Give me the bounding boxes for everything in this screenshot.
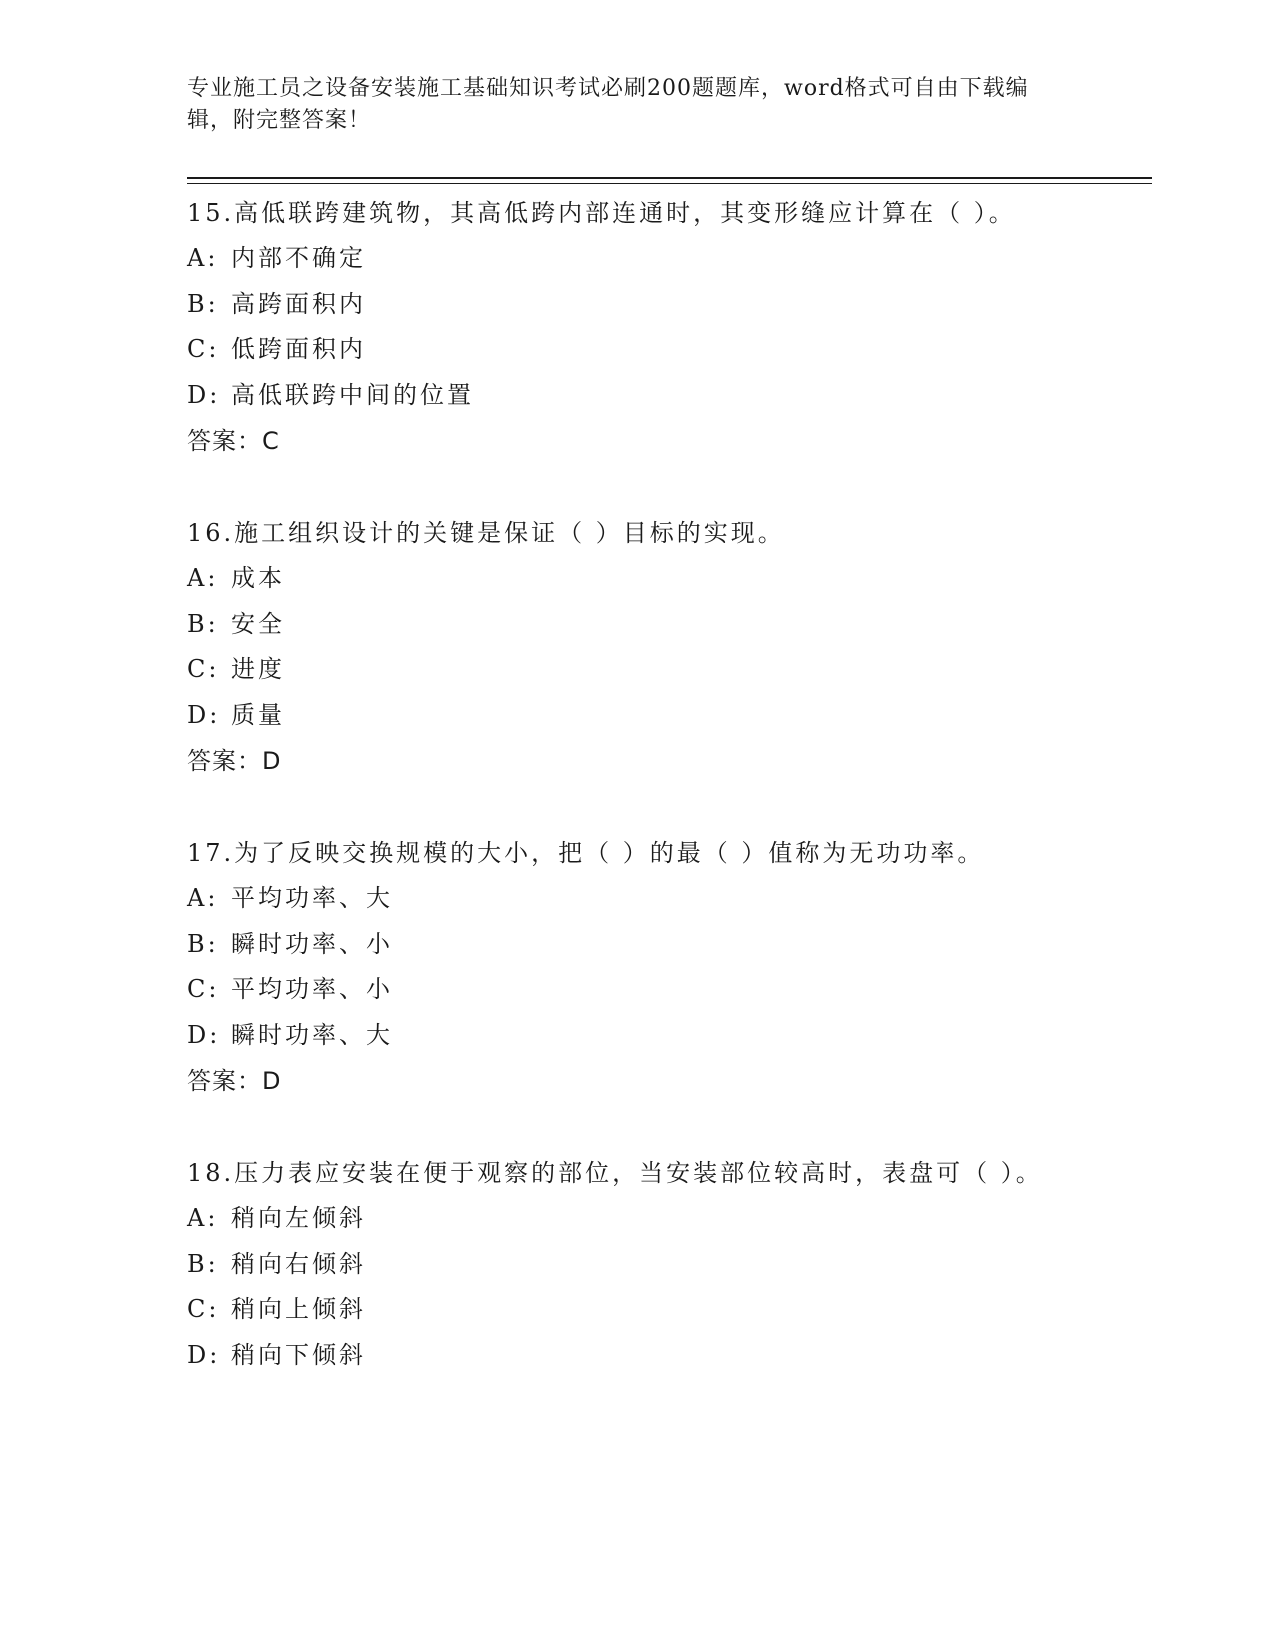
option-key: D:	[187, 380, 221, 409]
option-key: A:	[187, 884, 219, 912]
option-key: A:	[187, 244, 219, 272]
answer-line: 答案：C	[187, 427, 280, 455]
answer-line: 答案：D	[187, 747, 282, 775]
question-15	[187, 190, 1067, 464]
option-key: C:	[187, 1295, 220, 1323]
option-text: 稍向上倾斜	[231, 1295, 366, 1323]
question-list	[187, 190, 1067, 1424]
option-text: 低跨面积内	[231, 335, 366, 363]
option-key: A:	[187, 1204, 219, 1232]
option-text: 高跨面积内	[231, 289, 366, 318]
option-b	[187, 1242, 1067, 1288]
option-text: 稍向下倾斜	[231, 1340, 366, 1369]
document-header: 专业施工员之设备安装施工基础知识考试必刷200题题库，word格式可自由下载编辑，附完整答案！	[187, 76, 1029, 133]
option-key: B:	[187, 1249, 219, 1278]
option-text: 质量	[231, 700, 285, 729]
option-b	[187, 922, 1067, 968]
question-16	[187, 510, 1067, 784]
option-key: B:	[187, 929, 219, 958]
option-b	[187, 602, 1067, 648]
option-c	[187, 967, 1067, 1013]
question-18	[187, 1150, 1067, 1378]
option-key: C:	[187, 655, 220, 683]
option-c	[187, 647, 1067, 693]
option-key: D:	[187, 1340, 221, 1369]
option-key: D:	[187, 1020, 221, 1049]
question-stem: 18.压力表应安装在便于观察的部位，当安装部位较高时，表盘可（ ）。	[187, 1159, 1043, 1187]
option-c	[187, 327, 1067, 373]
header-divider-thin	[187, 183, 1152, 184]
option-key: D:	[187, 700, 221, 729]
header-divider-thick	[187, 177, 1152, 179]
option-text: 平均功率、小	[231, 975, 393, 1003]
option-text: 稍向右倾斜	[231, 1249, 366, 1278]
question-17	[187, 830, 1067, 1104]
option-d	[187, 693, 1067, 739]
option-key: C:	[187, 335, 220, 363]
option-text: 瞬时功率、小	[231, 929, 393, 958]
question-stem: 15.高低联跨建筑物，其高低跨内部连通时，其变形缝应计算在（ ）。	[187, 199, 1016, 227]
option-text: 内部不确定	[231, 244, 366, 272]
option-text: 高低联跨中间的位置	[231, 380, 474, 409]
option-key: A:	[187, 564, 219, 592]
option-text: 成本	[231, 564, 285, 592]
option-text: 瞬时功率、大	[231, 1020, 393, 1049]
question-stem: 16.施工组织设计的关键是保证（ ）目标的实现。	[187, 519, 785, 547]
option-key: B:	[187, 289, 219, 318]
option-text: 稍向左倾斜	[231, 1204, 366, 1232]
option-b	[187, 282, 1067, 328]
option-text: 平均功率、大	[231, 884, 393, 912]
option-key: B:	[187, 609, 219, 638]
option-text: 进度	[231, 655, 285, 683]
option-a	[187, 876, 1067, 922]
option-d	[187, 1013, 1067, 1059]
option-a	[187, 236, 1067, 282]
option-c	[187, 1287, 1067, 1333]
option-d	[187, 1333, 1067, 1379]
option-a	[187, 1196, 1067, 1242]
option-d	[187, 373, 1067, 419]
option-text: 安全	[231, 609, 285, 638]
question-stem: 17.为了反映交换规模的大小，把（ ）的最（ ）值称为无功功率。	[187, 839, 985, 867]
option-a	[187, 556, 1067, 602]
option-key: C:	[187, 975, 220, 1003]
answer-line: 答案：D	[187, 1067, 282, 1095]
